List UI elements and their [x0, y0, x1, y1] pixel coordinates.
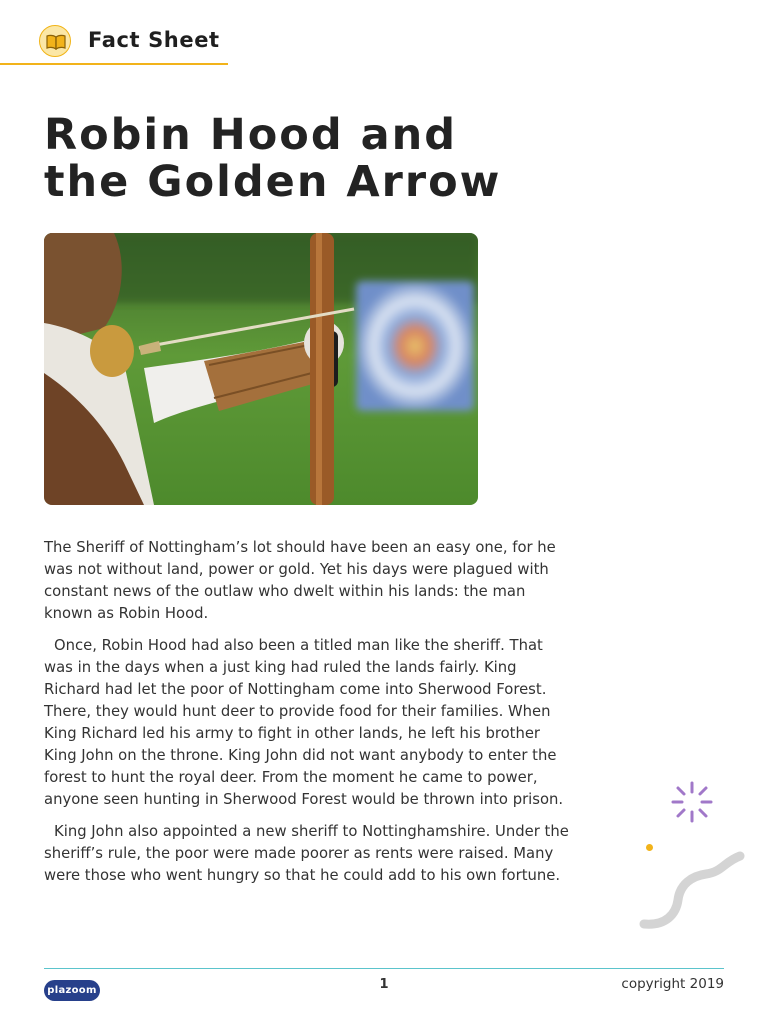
burst-decoration-icon [670, 780, 714, 828]
archer-photo [44, 233, 478, 505]
header-rule [0, 63, 228, 65]
fact-sheet-header [0, 22, 228, 66]
footer-rule [44, 968, 724, 969]
story-text [44, 537, 569, 897]
paragraph-3: King John also appointed a new sheriff to Nottinghamshire. Under the sheriff’s rule, the poor were made poorer as rents were raised. Many were those who went hungry so that he could add to his own fortune. [44, 823, 569, 884]
paragraph-2: Once, Robin Hood had also been a titled man like the sheriff. That was in the days when a just king had ruled the lands fairly. King Richard had let the poor of Nottingham come into Sherwood Forest. There, they would hunt deer to provide food for their families. When King Richard led his army to fight in other lands, he left his brother King John on the throne. King John did not want anybody to enter the forest to hunt the royal deer. From the moment he came to power, anyone seen hunting in Sherwood Forest would be thrown into prison. [44, 637, 564, 808]
paragraph-1: The Sheriff of Nottingham’s lot should have been an easy one, for he was not without land, power or gold. Yet his days were plagued with constant news of the outlaw who dwelt within his lands: the man known as Robin Hood. [44, 539, 556, 622]
page-number: 1 [379, 977, 389, 992]
squiggle-decoration-icon [636, 848, 748, 936]
book-icon [39, 25, 71, 57]
page-title [44, 112, 564, 206]
header-label: Fact Sheet [88, 28, 220, 52]
plazoom-logo: plazoom [44, 980, 100, 1001]
title-line-1: Robin Hood and [44, 110, 457, 160]
title-line-2: the Golden Arrow [44, 157, 502, 207]
copyright-notice: copyright 2019 [621, 976, 724, 992]
